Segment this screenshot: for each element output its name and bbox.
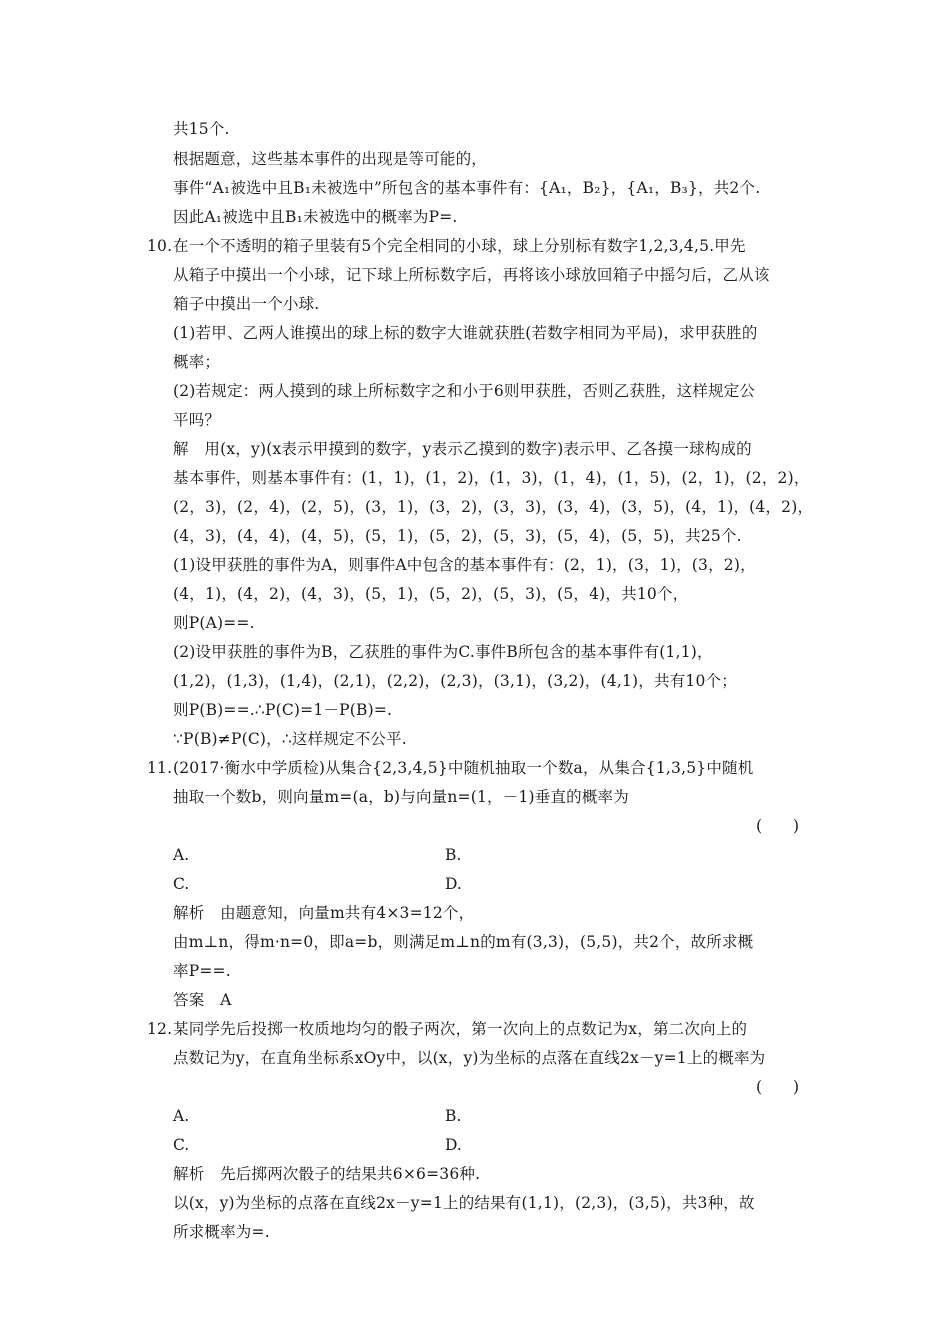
question-text: 在一个不透明的箱子里装有5个完全相同的小球，球上分别标有数字1,2,3,4,5.甲先 [173,237,746,255]
answer-bracket: ( ) [756,817,800,835]
solution-line: ∵P(B)≠P(C)，∴这样规定不公平. [173,730,407,748]
option-a: A. [173,1107,190,1125]
text-line: (2)若规定：两人摸到的球上所标数字之和小于6则甲获胜，否则乙获胜，这样规定公 [173,382,756,400]
option-b: B. [445,846,462,864]
option-a: A. [173,846,190,864]
solution-line: 则P(A)==. [173,614,255,632]
question-text: (2017·衡水中学质检)从集合{2,3,4,5}中随机抽取一个数a，从集合{1,3,5}中随机 [173,759,754,777]
question-10 [147,233,746,259]
text-line: 事件“A₁被选中且B₁未被选中”所包含的基本事件有：{A₁，B₂}，{A₁，B₃}，共2个. [173,179,761,197]
text-line: 根据题意，这些基本事件的出现是等可能的， [173,150,488,168]
solution-line: 基本事件，则基本事件有：(1，1)，(1，2)，(1，3)，(1，4)，(1，5)，(2，1)，(2，2)， [173,469,810,487]
solution-line: 解 用(x，y)(x表示甲摸到的数字，y表示乙摸到的数字)表示甲、乙各摸一球构成的 [173,440,752,458]
option-d: D. [445,875,462,893]
solution-line: 所求概率为=. [173,1223,270,1241]
text-line: 因此A₁被选中且B₁未被选中的概率为P=. [173,208,458,226]
question-text: 某同学先后投掷一枚质地均匀的骰子两次，第一次向上的点数记为x，第二次向上的 [173,1020,748,1038]
text-line: (1)若甲、乙两人谁摸出的球上标的数字大谁就获胜(若数字相同为平局)，求甲获胜的 [173,324,758,342]
answer-bracket: ( ) [756,1078,800,1096]
option-c: C. [173,1136,190,1154]
solution-line: (1,2)，(1,3)，(1,4)，(2,1)，(2,2)，(2,3)，(3,1)，(3,2)，(4,1)，共有10个； [173,672,737,690]
question-number: 12. [147,1020,173,1038]
text-line: 点数记为y，在直角坐标系xOy中，以(x，y)为坐标的点落在直线2x－y=1上的概率为 [173,1049,766,1067]
question-number: 11. [147,759,173,777]
text-line: 平吗？ [173,411,221,429]
option-c: C. [173,875,190,893]
solution-line: (4，3)，(4，4)，(4，5)，(5，1)，(5，2)，(5，3)，(5，4)，(5，5)，共25个. [173,527,742,545]
solution-line: 由m⊥n，得m·n=0，即a=b，则满足m⊥n的m有(3,3)，(5,5)，共2个，故所求概 [173,933,754,951]
question-11 [147,755,753,781]
solution-line: (1)设甲获胜的事件为A，则事件A中包含的基本事件有：(2，1)，(3，1)，(3，2)， [173,556,756,574]
option-d: D. [445,1136,462,1154]
solution-line: (2)设甲获胜的事件为B，乙获胜的事件为C.事件B所包含的基本事件有(1,1)， [173,643,713,661]
solution-line: 以(x，y)为坐标的点落在直线2x－y=1上的结果有(1,1)，(2,3)，(3,5)，共3种，故 [173,1194,755,1212]
solution-line: 解析 由题意知，向量m共有4×3=12个， [173,904,475,922]
solution-line: (2，3)，(2，4)，(2，5)，(3，1)，(3，2)，(3，3)，(3，4)，(3，5)，(4，1)，(4，2)， [173,498,814,516]
solution-line: (4，1)，(4，2)，(4，3)，(5，1)，(5，2)，(5，3)，(5，4)，共10个， [173,585,689,603]
solution-line: 率P==. [173,962,231,980]
solution-line: 则P(B)==.∴P(C)=1－P(B)=. [173,701,393,719]
text-line: 共15个. [173,120,230,138]
option-b: B. [445,1107,462,1125]
solution-line: 解析 先后掷两次骰子的结果共6×6=36种. [173,1165,481,1183]
text-line: 从箱子中摸出一个小球，记下球上所标数字后，再将该小球放回箱子中摇匀后，乙从该 [173,266,770,284]
answer-line: 答案 A [173,991,232,1009]
text-line: 概率； [173,353,221,371]
question-number: 10. [147,237,173,255]
text-line: 箱子中摸出一个小球. [173,295,320,313]
text-line: 抽取一个数b，则向量m=(a，b)与向量n=(1，－1)垂直的概率为 [173,788,629,806]
question-12 [147,1016,747,1042]
